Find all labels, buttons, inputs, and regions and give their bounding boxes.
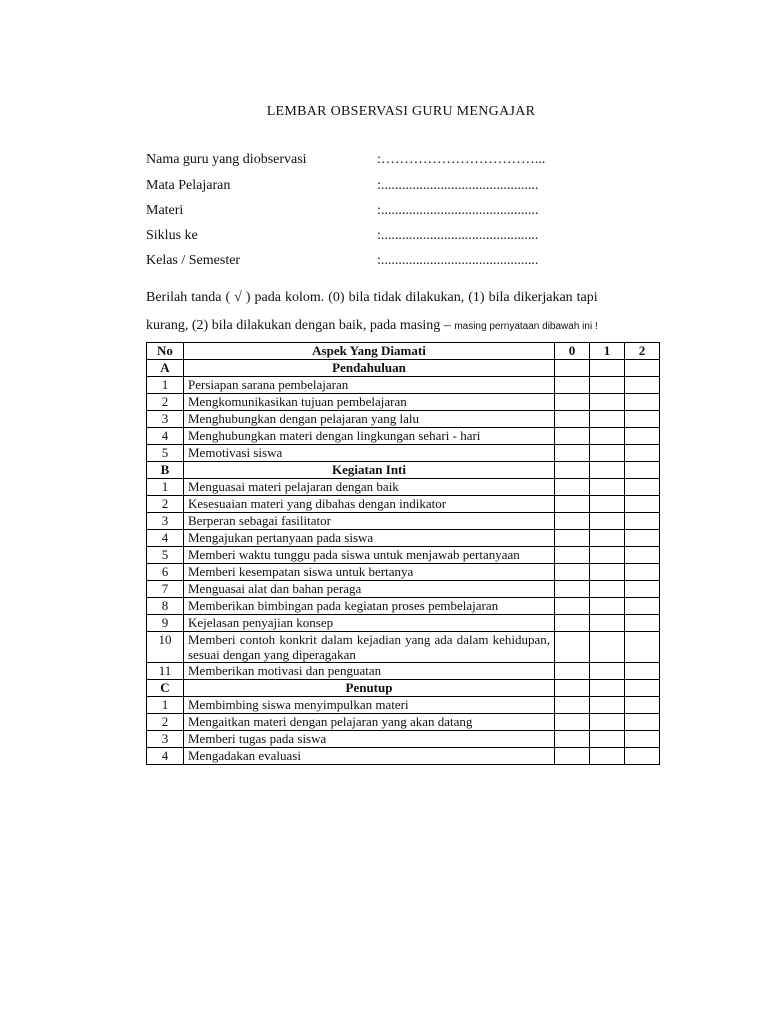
score-cell-1[interactable]	[590, 394, 625, 411]
header-score-1: 1	[590, 343, 625, 360]
table-row	[147, 530, 660, 547]
score-cell-2[interactable]	[625, 615, 660, 632]
table-row	[147, 663, 660, 680]
score-cell-0[interactable]	[555, 731, 590, 748]
section-row-a	[147, 360, 660, 377]
table-row	[147, 731, 660, 748]
score-cell-0[interactable]	[555, 462, 590, 479]
score-cell-0[interactable]	[555, 428, 590, 445]
row-number: 1	[147, 479, 184, 496]
row-number: 3	[147, 513, 184, 530]
score-cell-1[interactable]	[590, 564, 625, 581]
score-cell-1[interactable]	[590, 513, 625, 530]
row-number: 10	[147, 632, 184, 663]
score-cell-0[interactable]	[555, 615, 590, 632]
section-row-c	[147, 680, 660, 697]
score-cell-0[interactable]	[555, 377, 590, 394]
score-cell-1[interactable]	[590, 377, 625, 394]
score-cell-2[interactable]	[625, 479, 660, 496]
table-row	[147, 632, 660, 663]
info-value-field: :……………………………...	[377, 152, 546, 167]
score-cell-1[interactable]	[590, 697, 625, 714]
row-number: 4	[147, 748, 184, 765]
aspect-text: Menguasai alat dan bahan peraga	[184, 581, 555, 598]
table-row	[147, 496, 660, 513]
aspect-text: Menghubungkan dengan pelajaran yang lalu	[184, 411, 555, 428]
row-number: 2	[147, 394, 184, 411]
aspect-text: Menghubungkan materi dengan lingkungan sehari - hari	[184, 428, 555, 445]
score-cell-2[interactable]	[625, 697, 660, 714]
score-cell-1[interactable]	[590, 748, 625, 765]
score-cell-1[interactable]	[590, 615, 625, 632]
score-cell-1[interactable]	[590, 547, 625, 564]
info-label: Mata Pelajaran	[146, 178, 231, 193]
table-row	[147, 581, 660, 598]
score-cell-1[interactable]	[590, 479, 625, 496]
section-row-b	[147, 462, 660, 479]
header-no: No	[147, 343, 184, 360]
instruction-small-text: masing pernyataan dibawah ini !	[454, 321, 598, 332]
score-cell-0[interactable]	[555, 680, 590, 697]
score-cell-0[interactable]	[555, 513, 590, 530]
score-cell-2[interactable]	[625, 394, 660, 411]
aspect-text: Mengkomunikasikan tujuan pembelajaran	[184, 394, 555, 411]
aspect-text: Memotivasi siswa	[184, 445, 555, 462]
score-cell-1[interactable]	[590, 530, 625, 547]
table-row	[147, 615, 660, 632]
aspect-text: Memberikan bimbingan pada kegiatan proses pembelajaran	[184, 598, 555, 615]
row-number: 5	[147, 445, 184, 462]
header-score-2: 2	[625, 343, 660, 360]
section-letter: A	[147, 360, 184, 377]
row-number: 1	[147, 377, 184, 394]
score-cell-0[interactable]	[555, 598, 590, 615]
info-value-field: :.............................................	[377, 203, 539, 218]
table-row	[147, 564, 660, 581]
score-cell-0[interactable]	[555, 632, 590, 663]
score-cell-0[interactable]	[555, 479, 590, 496]
score-cell-2[interactable]	[625, 377, 660, 394]
score-cell-0[interactable]	[555, 564, 590, 581]
score-cell-0[interactable]	[555, 496, 590, 513]
score-cell-1[interactable]	[590, 411, 625, 428]
table-row	[147, 598, 660, 615]
score-cell-1[interactable]	[590, 360, 625, 377]
score-cell-0[interactable]	[555, 697, 590, 714]
score-cell-0[interactable]	[555, 360, 590, 377]
score-cell-1[interactable]	[590, 663, 625, 680]
score-cell-2[interactable]	[625, 530, 660, 547]
header-score-0: 0	[555, 343, 590, 360]
score-cell-0[interactable]	[555, 394, 590, 411]
score-cell-2[interactable]	[625, 581, 660, 598]
score-cell-1[interactable]	[590, 632, 625, 663]
score-cell-2[interactable]	[625, 445, 660, 462]
observation-table	[146, 342, 660, 765]
info-label: Siklus ke	[146, 228, 198, 243]
aspect-text: Memberi tugas pada siswa	[184, 731, 555, 748]
instruction-line-1: Berilah tanda ( √ ) pada kolom. (0) bila tidak dilakukan, (1) bila dikerjakan tapi	[146, 290, 598, 305]
score-cell-1[interactable]	[590, 598, 625, 615]
score-cell-0[interactable]	[555, 748, 590, 765]
info-label: Materi	[146, 203, 184, 218]
table-row	[147, 513, 660, 530]
table-row	[147, 697, 660, 714]
info-value-field: :.............................................	[377, 178, 539, 193]
score-cell-2[interactable]	[625, 564, 660, 581]
aspect-text: Mengaitkan materi dengan pelajaran yang akan datang	[184, 714, 555, 731]
score-cell-2[interactable]	[625, 547, 660, 564]
info-value-field: :.............................................	[377, 253, 539, 268]
score-cell-1[interactable]	[590, 445, 625, 462]
info-value-field: :.............................................	[377, 228, 539, 243]
score-cell-2[interactable]	[625, 731, 660, 748]
score-cell-2[interactable]	[625, 428, 660, 445]
aspect-text: Menguasai materi pelajaran dengan baik	[184, 479, 555, 496]
aspect-text: Memberikan motivasi dan penguatan	[184, 663, 555, 680]
instruction-line-2	[146, 318, 598, 334]
aspect-text: Memberi waktu tunggu pada siswa untuk menjawab pertanyaan	[184, 547, 555, 564]
score-cell-1[interactable]	[590, 581, 625, 598]
info-label: Nama guru yang diobservasi	[146, 152, 307, 167]
score-cell-2[interactable]	[625, 598, 660, 615]
table-row	[147, 411, 660, 428]
section-title: Kegiatan Inti	[184, 462, 555, 479]
info-label: Kelas / Semester	[146, 253, 241, 268]
score-cell-2[interactable]	[625, 714, 660, 731]
score-cell-0[interactable]	[555, 663, 590, 680]
row-number: 11	[147, 663, 184, 680]
score-cell-2[interactable]	[625, 632, 660, 663]
aspect-text: Memberi kesempatan siswa untuk bertanya	[184, 564, 555, 581]
aspect-text: Memberi contoh konkrit dalam kejadian yang ada dalam kehidupan, sesuai dengan yang diperagakan	[184, 632, 555, 663]
aspect-text: Berperan sebagai fasilitator	[184, 513, 555, 530]
table-row	[147, 377, 660, 394]
score-cell-1[interactable]	[590, 428, 625, 445]
section-letter: C	[147, 680, 184, 697]
score-cell-2[interactable]	[625, 748, 660, 765]
score-cell-0[interactable]	[555, 581, 590, 598]
table-header-row	[147, 343, 660, 360]
header-aspek: Aspek Yang Diamati	[184, 343, 555, 360]
table-row	[147, 428, 660, 445]
row-number: 4	[147, 530, 184, 547]
score-cell-1[interactable]	[590, 680, 625, 697]
score-cell-2[interactable]	[625, 411, 660, 428]
table-row	[147, 547, 660, 564]
score-cell-0[interactable]	[555, 714, 590, 731]
row-number: 3	[147, 411, 184, 428]
row-number: 8	[147, 598, 184, 615]
score-cell-1[interactable]	[590, 714, 625, 731]
row-number: 2	[147, 714, 184, 731]
row-number: 2	[147, 496, 184, 513]
score-cell-2[interactable]	[625, 663, 660, 680]
row-number: 7	[147, 581, 184, 598]
score-cell-2[interactable]	[625, 513, 660, 530]
section-title: Penutup	[184, 680, 555, 697]
score-cell-0[interactable]	[555, 547, 590, 564]
aspect-text: Mengadakan evaluasi	[184, 748, 555, 765]
aspect-text: Mengajukan pertanyaan pada siswa	[184, 530, 555, 547]
table-row	[147, 714, 660, 731]
score-cell-0[interactable]	[555, 530, 590, 547]
score-cell-0[interactable]	[555, 445, 590, 462]
table-row	[147, 479, 660, 496]
aspect-text: Kejelasan penyajian konsep	[184, 615, 555, 632]
table-row	[147, 748, 660, 765]
row-number: 5	[147, 547, 184, 564]
score-cell-1[interactable]	[590, 462, 625, 479]
score-cell-2[interactable]	[625, 496, 660, 513]
row-number: 4	[147, 428, 184, 445]
section-title: Pendahuluan	[184, 360, 555, 377]
score-cell-1[interactable]	[590, 731, 625, 748]
section-letter: B	[147, 462, 184, 479]
score-cell-2[interactable]	[625, 360, 660, 377]
table-row	[147, 394, 660, 411]
instruction-main-text: kurang, (2) bila dilakukan dengan baik, pada masing –	[146, 318, 455, 333]
aspect-text: Membimbing siswa menyimpulkan materi	[184, 697, 555, 714]
score-cell-2[interactable]	[625, 462, 660, 479]
row-number: 9	[147, 615, 184, 632]
row-number: 1	[147, 697, 184, 714]
aspect-text: Kesesuaian materi yang dibahas dengan indikator	[184, 496, 555, 513]
row-number: 3	[147, 731, 184, 748]
row-number: 6	[147, 564, 184, 581]
score-cell-0[interactable]	[555, 411, 590, 428]
score-cell-2[interactable]	[625, 680, 660, 697]
document-title: LEMBAR OBSERVASI GURU MENGAJAR	[266, 104, 536, 119]
score-cell-1[interactable]	[590, 496, 625, 513]
table-row	[147, 445, 660, 462]
aspect-text: Persiapan sarana pembelajaran	[184, 377, 555, 394]
